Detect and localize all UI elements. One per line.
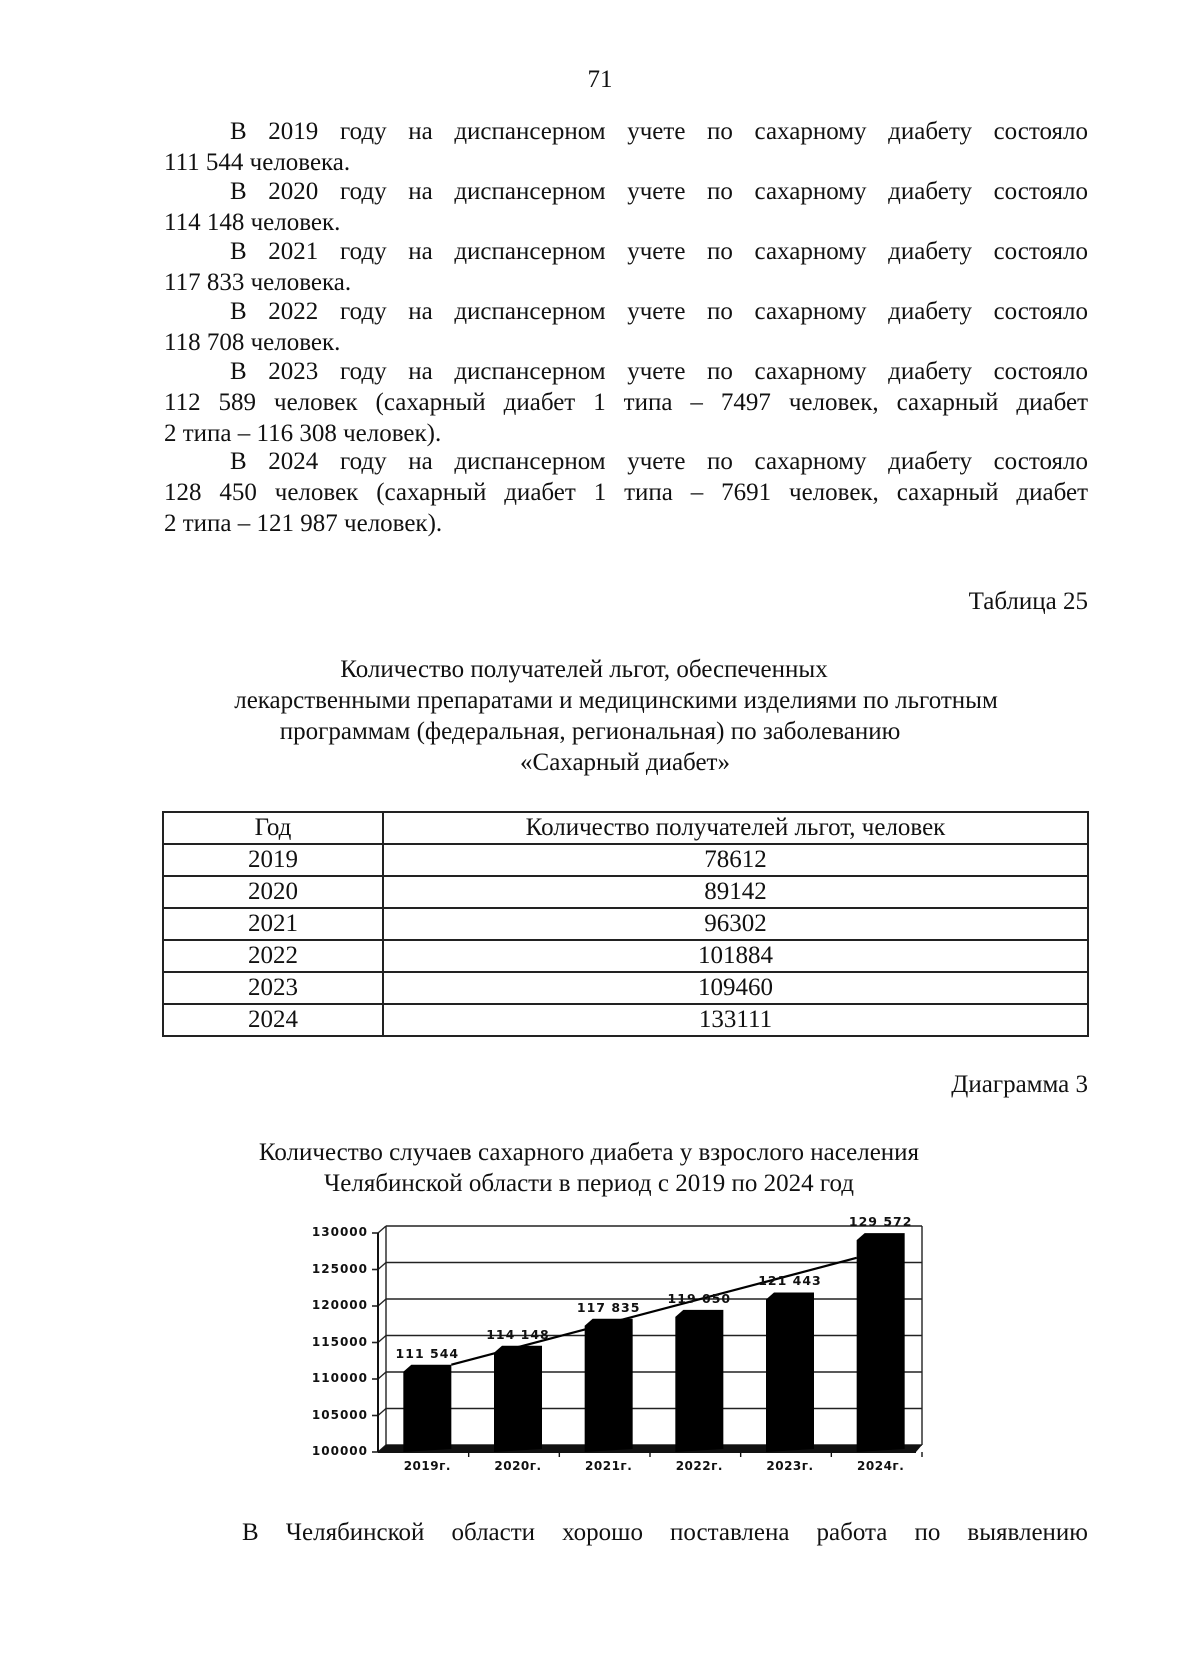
paragraph-line: В 2023 году на диспансерном учете по сахарному диабету состояло [230,358,1088,385]
cell-count: 89142 [383,876,1088,908]
paragraph-line: В 2019 году на диспансерном учете по сахарному диабету состояло [230,118,1088,145]
paragraph-line: 111 544 человека. [164,149,351,176]
paragraph-line: В 2022 году на диспансерном учете по сахарному диабету состояло [230,298,1088,325]
footer-paragraph [242,1517,1088,1548]
paragraph-2024 [164,446,1088,539]
paragraph-line: 112 589 человек (сахарный диабет 1 типа – 7497 человек, сахарный диабет [164,389,1088,416]
column-header-count: Количество получателей льгот, человек [383,812,1088,844]
table-header-row [163,812,1088,844]
cell-count: 78612 [383,844,1088,876]
cell-year: 2020 [163,876,383,908]
cell-count: 101884 [383,940,1088,972]
data-label: 111 544 [395,1345,460,1361]
paragraph-line: 2 типа – 116 308 человек). [164,420,442,447]
y-axis-labels [290,1215,368,1485]
paragraph-2020 [164,176,1088,238]
table-row [163,972,1088,1004]
x-tick-label: 2021г. [585,1459,633,1473]
data-label: 117 835 [576,1299,641,1315]
cell-year: 2019 [163,844,383,876]
y-tick-label: 110000 [311,1371,368,1385]
paragraph-line: В 2021 году на диспансерном учете по сахарному диабету состояло [230,238,1088,265]
y-tick-label: 115000 [311,1334,368,1349]
table-row [163,1004,1088,1036]
cell-year: 2023 [163,972,383,1004]
cell-count: 109460 [383,972,1088,1004]
data-label: 114 148 [486,1326,550,1342]
data-label: 121 443 [758,1273,822,1289]
y-tick-label: 125000 [311,1261,368,1276]
table-title-line: «Сахарный диабет» [520,749,730,776]
cell-count: 96302 [383,908,1088,940]
x-tick-label: 2020г. [494,1459,542,1473]
table-title-line: лекарственными препаратами и медицинскими изделиями по льготным [234,687,998,714]
paragraph-line: 117 833 человека. [164,269,352,296]
table-title [0,654,1200,778]
x-tick-label: 2023г. [766,1459,814,1473]
diagram-label: Диаграмма 3 [951,1071,1088,1098]
table-row [163,940,1088,972]
paragraph-2022 [164,296,1088,358]
bar-chart [290,1215,950,1485]
table-title-line: Количество получателей льгот, обеспеченных [340,656,828,683]
paragraph-2021 [164,236,1088,298]
paragraph-2023 [164,356,1088,449]
paragraph-line: В 2024 году на диспансерном учете по сахарному диабету состояло [230,448,1088,475]
diagram-title-line: Количество случаев сахарного диабета у взрослого населения [258,1139,920,1166]
cell-year: 2021 [163,908,383,940]
page-number: 71 [587,66,613,93]
paragraph-line: В 2020 году на диспансерном учете по сахарному диабету состояло [230,178,1088,205]
y-tick-label: 130000 [311,1225,368,1239]
y-tick-label: 100000 [311,1444,368,1458]
table-row [163,908,1088,940]
paragraph-line: В Челябинской области хорошо поставлена работа по выявлению [242,1519,1088,1546]
x-tick-label: 2022г. [675,1459,723,1473]
y-tick-label: 120000 [311,1298,368,1312]
cell-year: 2024 [163,1004,383,1036]
paragraph-line: 2 типа – 121 987 человек). [164,510,443,537]
y-tick-label: 105000 [311,1407,368,1422]
paragraph-line: 114 148 человек. [164,209,341,236]
benefits-table [162,811,1089,1037]
x-tick-label: 2019г. [403,1459,451,1473]
cell-count: 133111 [383,1004,1088,1036]
data-label: 129 572 [848,1214,913,1230]
data-label: 119 050 [667,1290,732,1306]
column-header-year: Год [163,812,383,844]
diagram-title-line: Челябинской области в период с 2019 по 2024 год [324,1170,854,1197]
paragraph-line: 118 708 человек. [164,329,341,356]
cell-year: 2022 [163,940,383,972]
table-row [163,876,1088,908]
table-row [163,844,1088,876]
paragraph-2019 [164,116,1088,178]
paragraph-line: 128 450 человек (сахарный диабет 1 типа – 7691 человек, сахарный диабет [164,479,1088,506]
diagram-title [0,1137,1200,1199]
table-title-line: программам (федеральная, региональная) по заболеванию [279,718,901,745]
x-tick-label: 2024г. [857,1459,905,1473]
table-label: Таблица 25 [968,588,1088,615]
